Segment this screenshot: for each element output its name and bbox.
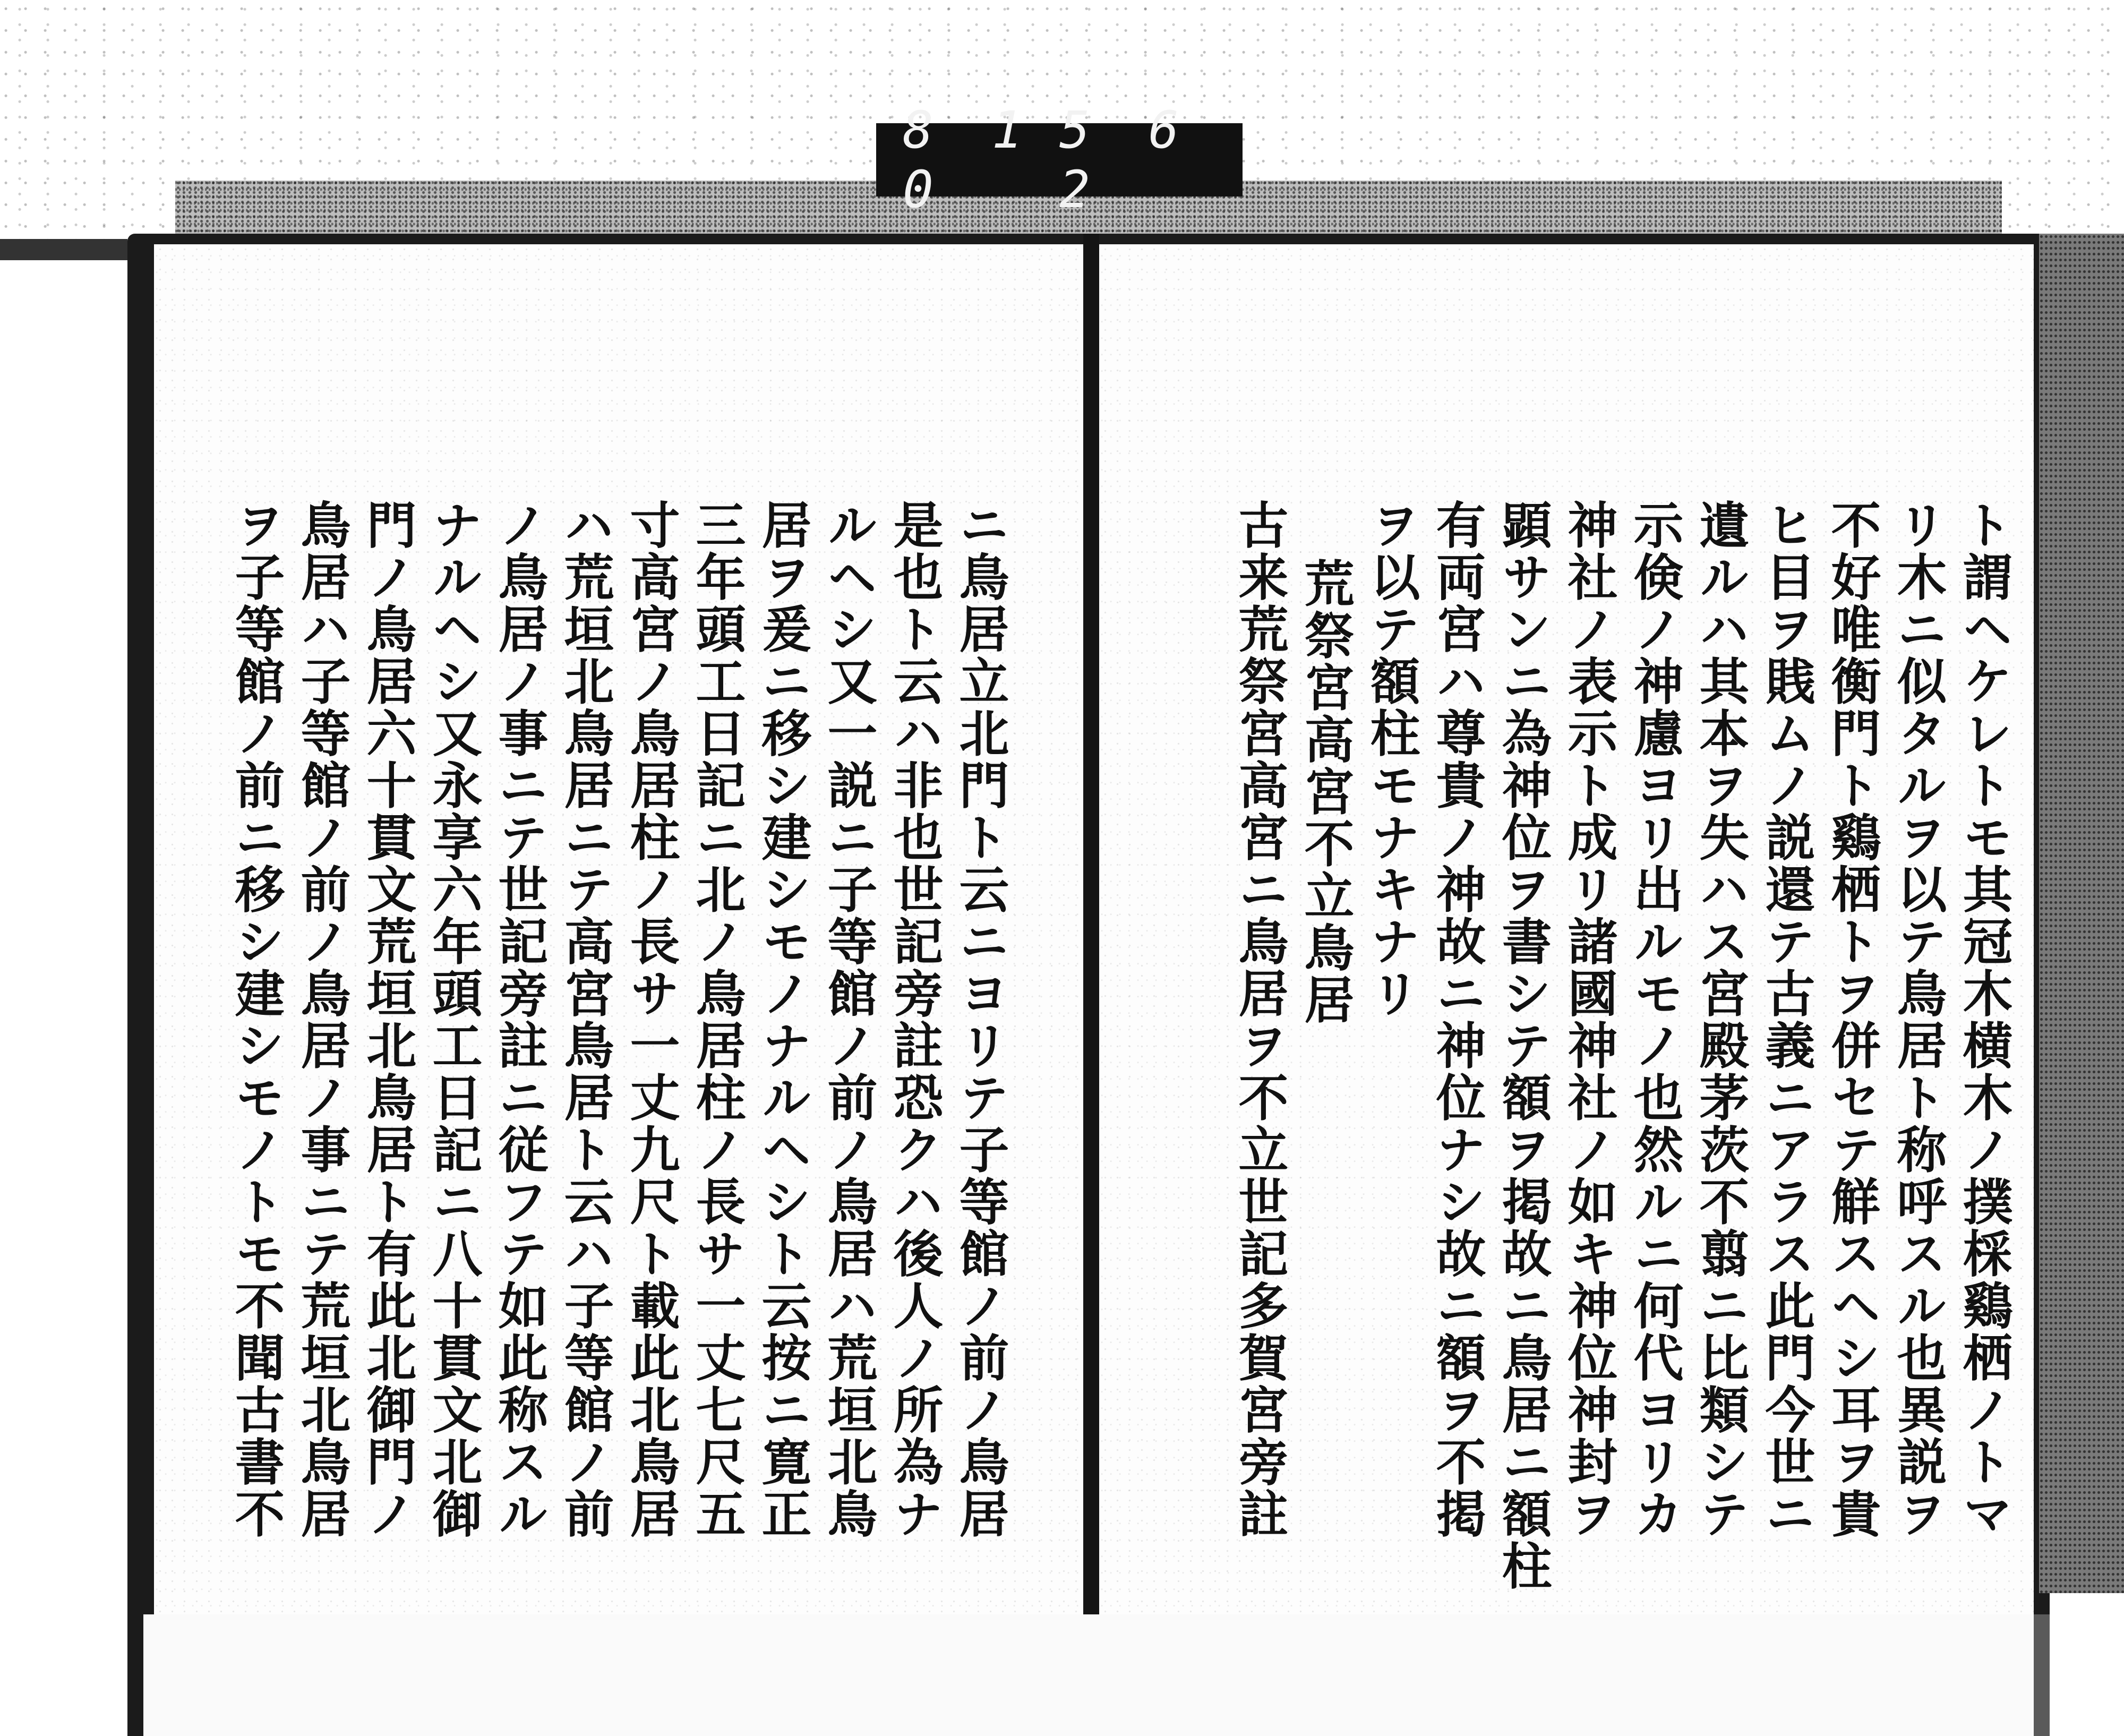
film-id-right: 5 6 2 <box>1059 100 1193 219</box>
text-column: 古来荒祭宮高宮ニ鳥居ヲ不立世記多賀宮旁註 <box>1230 499 1288 1540</box>
text-column: 有両宮ハ尊貴ノ神故ニ神位ナシ故ニ額ヲ不掲 <box>1427 499 1486 1540</box>
text-column: 鳥居ハ子等館ノ前ノ鳥居ノ事ニテ荒垣北鳥居 <box>292 499 350 1540</box>
left-page-text <box>226 499 1009 1540</box>
text-column: 三年頭工日記ニ北ノ鳥居柱ノ長サ一丈七尺五 <box>687 499 746 1540</box>
scan-left-edge <box>0 239 127 260</box>
text-column: ヲ以テ額柱モナキナリ <box>1361 499 1420 1020</box>
text-column: 寸高宮ノ鳥居柱ノ長サ一丈九尺ト載此北鳥居 <box>621 499 680 1540</box>
text-column: 居ヲ爰ニ移シ建シモノナルヘシト云按ニ寛正 <box>753 499 811 1540</box>
text-column: 顕サンニ為神位ヲ書シテ額ヲ掲故ニ鳥居ニ額柱 <box>1493 499 1552 1592</box>
right-page-text <box>1230 499 2012 1592</box>
text-column: リ木ニ似タルヲ以テ鳥居ト称呼スル也異説ヲ <box>1888 499 1947 1540</box>
text-column: ルヘシ又一説ニ子等館ノ前ノ鳥居ハ荒垣北鳥 <box>819 499 877 1540</box>
film-id-label <box>876 100 1243 219</box>
text-column: ヒ目ヲ賎ムノ説還テ古義ニアラス此門今世ニ <box>1757 499 1815 1540</box>
text-column: ノ鳥居ノ事ニテ世記旁註ニ従フテ如此称スル <box>490 499 548 1540</box>
section-heading: 荒祭宮高宮不立鳥居 <box>1296 558 1354 1026</box>
text-column: ト謂ヘケレトモ其冠木横木ノ撲棌鷄栖ノトマ <box>1954 499 2012 1540</box>
book-bottom-edge <box>127 1614 2050 1736</box>
text-column: ナルヘシ又永享六年頭工日記ニ八十貫文北御 <box>424 499 482 1540</box>
text-column: ヲ子等館ノ前ニ移シ建シモノトモ不聞古書不 <box>226 499 285 1540</box>
text-column: 遺ルハ其本ヲ失ハス宮殿茅茨不翦ニ比類シテ <box>1691 499 1749 1540</box>
scan-right-edge <box>2039 234 2124 1593</box>
text-column: 不好唯衡門ト鷄栖トヲ併セテ觧スヘシ耳ヲ貴 <box>1822 499 1881 1540</box>
film-id-left: 8 1 0 <box>903 100 1037 219</box>
text-column: 門ノ鳥居六十貫文荒垣北鳥居ト有此北御門ノ <box>358 499 416 1540</box>
book-gutter <box>1083 234 1099 1736</box>
text-column: 是也ト云ハ非也世記旁註恐クハ後人ノ所為ナ <box>885 499 943 1540</box>
text-column: 神社ノ表示ト成リ諸國神社ノ如キ神位神封ヲ <box>1559 499 1617 1540</box>
text-column: ニ鳥居立北門ト云ニヨリテ子等館ノ前ノ鳥居 <box>950 499 1009 1540</box>
text-column: ハ荒垣北鳥居ニテ高宮鳥居ト云ハ子等館ノ前 <box>555 499 614 1540</box>
text-column: 示倹ノ神慮ヨリ出ルモノ也然ルニ何代ヨリカ <box>1625 499 1683 1540</box>
